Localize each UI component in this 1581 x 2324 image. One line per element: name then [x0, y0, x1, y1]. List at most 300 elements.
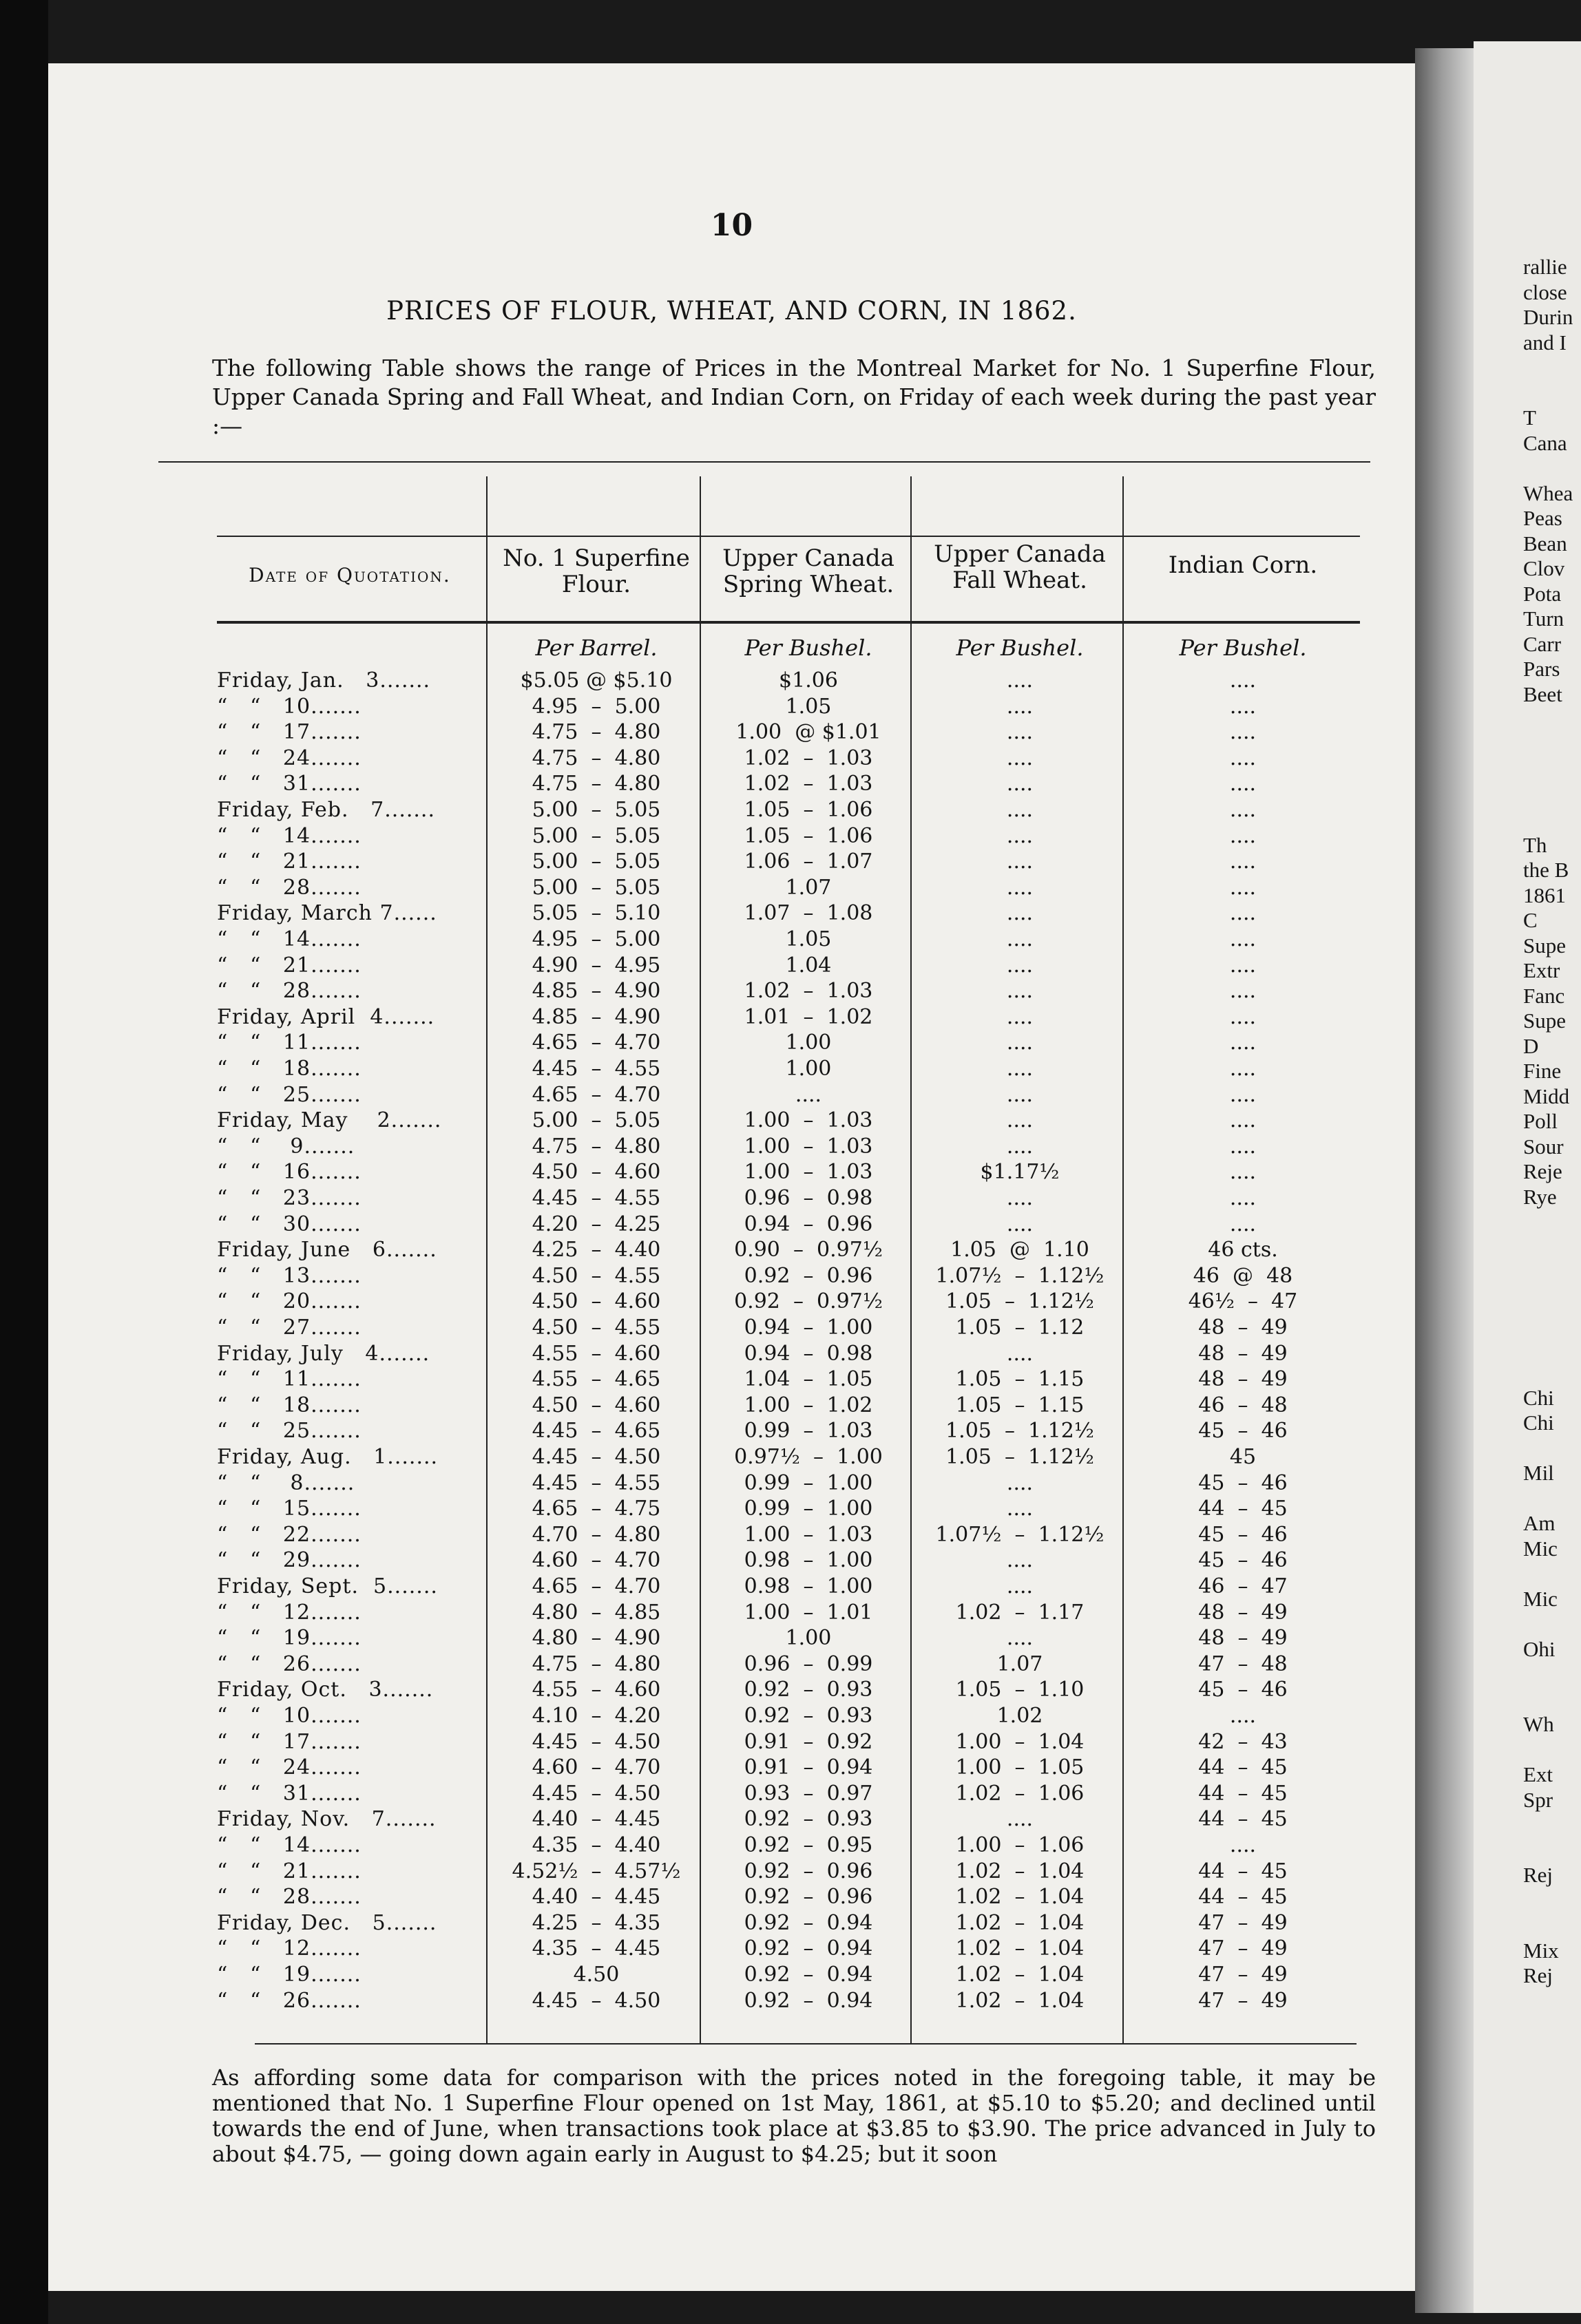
fall-wheat-cell: 1.05 – 1.12½ [945, 1289, 1094, 1314]
header-indian-corn: Indian Corn. [1168, 551, 1318, 579]
header-flour: No. 1 Superfine Flour. [503, 545, 690, 598]
facing-page-text: rallie [1523, 255, 1567, 279]
fall-wheat-cell: .... [1006, 1134, 1034, 1159]
flour-price-cell: 4.75 – 4.80 [532, 720, 661, 745]
page-title: PRICES OF FLOUR, WHEAT, AND CORN, IN 1862. [386, 296, 1077, 326]
flour-price-cell: 4.75 – 4.80 [532, 746, 661, 770]
table-row [48, 771, 1415, 796]
indian-corn-cell: 46 – 47 [1198, 1574, 1288, 1598]
spring-wheat-cell: 0.98 – 1.00 [744, 1548, 873, 1573]
table-row [48, 1418, 1415, 1444]
spring-wheat-cell: 0.94 – 0.96 [744, 1212, 873, 1236]
spring-wheat-cell: 0.96 – 0.98 [744, 1186, 873, 1210]
table-row [48, 1134, 1415, 1159]
table-row [48, 875, 1415, 900]
fall-wheat-cell: .... [1006, 1497, 1034, 1521]
table-row [48, 1547, 1415, 1573]
facing-page-text: C [1523, 908, 1538, 932]
table-row [48, 1677, 1415, 1702]
date-cell: “ “ 8....... [217, 1470, 355, 1495]
facing-page-text: Cana [1523, 430, 1567, 455]
fall-wheat-cell: 1.02 – 1.17 [955, 1600, 1085, 1625]
table-row [48, 1185, 1415, 1211]
flour-price-cell: 4.40 – 4.45 [532, 1885, 661, 1910]
date-cell: “ “ 11....... [217, 1367, 362, 1392]
table-row [48, 1159, 1415, 1185]
table-row [48, 927, 1415, 952]
date-cell: “ “ 17....... [217, 1729, 362, 1754]
fall-wheat-cell: 1.02 – 1.06 [955, 1781, 1085, 1806]
table-row [48, 1574, 1415, 1599]
fall-wheat-cell: .... [1006, 1212, 1034, 1236]
flour-price-cell: 4.50 – 4.55 [532, 1316, 661, 1340]
spring-wheat-cell: 1.00 [785, 1031, 832, 1055]
date-cell: “ “ 21....... [217, 953, 362, 978]
intro-paragraph: The following Table shows the range of Prices in the Montreal Market for No. 1 Superfine Flour, Upper Canada Spring and Fall Wheat, and Indian Corn, on Friday of each week during the past year :— [212, 355, 1376, 439]
date-cell: “ “ 28....... [217, 1885, 362, 1910]
table-row [48, 953, 1415, 978]
facing-page-text: Bean [1523, 531, 1567, 556]
table-row [48, 978, 1415, 1004]
date-cell: Friday, Feb. 7....... [217, 798, 435, 822]
spring-wheat-cell: 1.00 [785, 1057, 832, 1081]
fall-wheat-cell: 1.02 – 1.04 [955, 1885, 1085, 1910]
indian-corn-cell: .... [1229, 772, 1257, 796]
date-cell: Friday, July 4....... [217, 1341, 430, 1366]
table-row [48, 1832, 1415, 1858]
table-row [48, 1962, 1415, 1987]
flour-price-cell: 5.00 – 5.05 [532, 849, 661, 874]
flour-price-cell: 4.75 – 4.80 [532, 772, 661, 796]
date-cell: “ “ 26....... [217, 1651, 362, 1676]
indian-corn-cell: .... [1229, 1057, 1257, 1081]
table-row [48, 1651, 1415, 1677]
facing-page-text: Chi [1523, 1385, 1554, 1410]
flour-price-cell: 4.55 – 4.65 [532, 1367, 661, 1392]
fall-wheat-cell: .... [1006, 1082, 1034, 1107]
table-row [48, 823, 1415, 849]
table-row [48, 746, 1415, 771]
fall-wheat-cell: 1.00 – 1.05 [955, 1755, 1085, 1780]
table-header-rule [217, 621, 1360, 624]
indian-corn-cell: 44 – 45 [1198, 1885, 1288, 1910]
indian-corn-cell: 46 @ 48 [1193, 1263, 1293, 1288]
date-cell: “ “ 18....... [217, 1057, 362, 1081]
flour-price-cell: 4.65 – 4.70 [532, 1031, 661, 1055]
fall-wheat-cell: .... [1006, 1186, 1034, 1210]
fall-wheat-cell: .... [1006, 823, 1034, 848]
indian-corn-cell: .... [1229, 901, 1257, 926]
indian-corn-cell: .... [1229, 746, 1257, 770]
table-row [48, 1781, 1415, 1806]
facing-page-text: Mil [1523, 1461, 1554, 1485]
table-row [48, 1108, 1415, 1133]
flour-price-cell: 4.45 – 4.50 [532, 1988, 661, 2013]
facing-page-text: Turn [1523, 606, 1564, 631]
date-cell: Friday, Aug. 1....... [217, 1445, 439, 1469]
spring-wheat-cell: 1.06 – 1.07 [744, 849, 873, 874]
fall-wheat-cell: 1.02 [996, 1704, 1043, 1728]
fall-wheat-cell: .... [1006, 1548, 1034, 1573]
spring-wheat-cell: 0.92 – 0.97½ [734, 1289, 883, 1314]
spring-wheat-cell: 1.00 – 1.01 [744, 1600, 873, 1625]
facing-page-text: Midd [1523, 1084, 1570, 1108]
facing-page-text: Chi [1523, 1411, 1554, 1435]
facing-page-text: Rej [1523, 1963, 1553, 1987]
table-row [48, 1755, 1415, 1780]
fall-wheat-cell: .... [1006, 849, 1034, 874]
facing-page-text: Poll [1523, 1109, 1558, 1133]
fall-wheat-cell: .... [1006, 901, 1034, 926]
indian-corn-cell: 47 – 48 [1198, 1651, 1288, 1676]
fall-wheat-cell: 1.02 – 1.04 [955, 1910, 1085, 1935]
fall-wheat-cell: 1.05 – 1.10 [955, 1678, 1085, 1702]
flour-price-cell: 4.80 – 4.85 [532, 1600, 661, 1625]
flour-price-cell: 4.25 – 4.35 [532, 1910, 661, 1935]
date-cell: “ “ 25....... [217, 1419, 362, 1444]
facing-page-text: Durin [1523, 305, 1573, 329]
flour-price-cell: 5.00 – 5.05 [532, 1108, 661, 1133]
facing-page-text: Carr [1523, 631, 1562, 656]
fall-wheat-cell: .... [1006, 953, 1034, 978]
fall-wheat-cell: .... [1006, 1057, 1034, 1081]
indian-corn-cell: 48 – 49 [1198, 1367, 1288, 1392]
fall-wheat-cell: $1.17½ [980, 1160, 1060, 1185]
indian-corn-cell: .... [1229, 1082, 1257, 1107]
flour-price-cell: 4.50 – 4.60 [532, 1289, 661, 1314]
unit-fall: Per Bushel. [956, 635, 1084, 661]
fall-wheat-cell: 1.07 [996, 1651, 1043, 1676]
flour-price-cell: 4.40 – 4.45 [532, 1807, 661, 1832]
spring-wheat-cell: 0.92 – 0.94 [744, 1963, 873, 1987]
fall-wheat-cell: .... [1006, 1108, 1034, 1133]
indian-corn-cell: 47 – 49 [1198, 1936, 1288, 1961]
scan-left-border [0, 0, 48, 2324]
spring-wheat-cell: 1.00 – 1.03 [744, 1108, 873, 1133]
fall-wheat-cell: .... [1006, 927, 1034, 951]
fall-wheat-cell: .... [1006, 694, 1034, 719]
spring-wheat-cell: 0.96 – 0.99 [744, 1651, 873, 1676]
flour-price-cell: 4.50 – 4.60 [532, 1160, 661, 1185]
flour-price-cell: 4.85 – 4.90 [532, 1004, 661, 1029]
flour-price-cell: 4.75 – 4.80 [532, 1651, 661, 1676]
table-row [48, 1289, 1415, 1314]
spring-wheat-cell: 0.99 – 1.00 [744, 1470, 873, 1495]
indian-corn-cell: .... [1229, 1212, 1257, 1236]
indian-corn-cell: 48 – 49 [1198, 1600, 1288, 1625]
indian-corn-cell: .... [1229, 668, 1257, 693]
date-cell: “ “ 10....... [217, 1704, 362, 1728]
table-row [48, 1030, 1415, 1055]
spring-wheat-cell: 0.98 – 1.00 [744, 1574, 873, 1598]
indian-corn-cell: .... [1229, 1031, 1257, 1055]
date-cell: Friday, March 7...... [217, 901, 437, 926]
spring-wheat-cell: 1.02 – 1.03 [744, 772, 873, 796]
table-row [48, 1600, 1415, 1625]
date-cell: Friday, April 4....... [217, 1004, 435, 1029]
flour-price-cell: 5.00 – 5.05 [532, 875, 661, 900]
date-cell: “ “ 11....... [217, 1031, 362, 1055]
flour-price-cell: 4.50 – 4.60 [532, 1393, 661, 1417]
date-cell: Friday, May 2....... [217, 1108, 442, 1133]
date-cell: “ “ 10....... [217, 694, 362, 719]
date-cell: “ “ 27....... [217, 1316, 362, 1340]
fall-wheat-cell: 1.00 – 1.06 [955, 1833, 1085, 1857]
indian-corn-cell: .... [1229, 1160, 1257, 1185]
indian-corn-cell: 46½ – 47 [1188, 1289, 1298, 1314]
indian-corn-cell: 47 – 49 [1198, 1988, 1288, 2013]
fall-wheat-cell: 1.05 – 1.12½ [945, 1445, 1094, 1469]
fall-wheat-cell: .... [1006, 1470, 1034, 1495]
indian-corn-cell: 45 – 46 [1198, 1470, 1288, 1495]
flour-price-cell: 4.45 – 4.50 [532, 1781, 661, 1806]
spring-wheat-cell: 0.94 – 1.00 [744, 1316, 873, 1340]
facing-page-text: Clov [1523, 556, 1565, 580]
spring-wheat-cell: 0.97½ – 1.00 [734, 1445, 883, 1469]
spring-wheat-cell: 0.92 – 0.93 [744, 1678, 873, 1702]
flour-price-cell: 4.45 – 4.55 [532, 1470, 661, 1495]
facing-page-text: Mix [1523, 1938, 1559, 1963]
fall-wheat-cell: .... [1006, 798, 1034, 822]
table-row [48, 1393, 1415, 1418]
indian-corn-cell: .... [1229, 823, 1257, 848]
flour-price-cell: 4.45 – 4.50 [532, 1729, 661, 1754]
date-cell: Friday, Dec. 5....... [217, 1910, 437, 1935]
flour-price-cell: 4.95 – 5.00 [532, 694, 661, 719]
date-cell: “ “ 19....... [217, 1626, 362, 1651]
table-row [48, 1212, 1415, 1237]
spring-wheat-cell: 1.00 – 1.03 [744, 1160, 873, 1185]
table-row [48, 1703, 1415, 1729]
facing-page-text: Fanc [1523, 983, 1565, 1008]
indian-corn-cell: 48 – 49 [1198, 1626, 1288, 1651]
facing-page-text: Peas [1523, 506, 1562, 530]
indian-corn-cell: .... [1229, 694, 1257, 719]
facing-page-text: Am [1523, 1511, 1556, 1535]
date-cell: Friday, Sept. 5....... [217, 1574, 438, 1598]
flour-price-cell: 4.35 – 4.45 [532, 1936, 661, 1961]
indian-corn-cell: 48 – 49 [1198, 1316, 1288, 1340]
facing-page-text: Supe [1523, 933, 1566, 958]
flour-price-cell: 4.45 – 4.55 [532, 1186, 661, 1210]
spring-wheat-cell: 0.92 – 0.93 [744, 1807, 873, 1832]
fall-wheat-cell: 1.07½ – 1.12½ [935, 1263, 1104, 1288]
date-cell: “ “ 28....... [217, 875, 362, 900]
spring-wheat-cell: 1.04 [785, 953, 832, 978]
indian-corn-cell: .... [1229, 720, 1257, 745]
indian-corn-cell: 45 – 46 [1198, 1419, 1288, 1444]
indian-corn-cell: .... [1229, 1186, 1257, 1210]
date-cell: “ “ 9....... [217, 1134, 355, 1159]
fall-wheat-cell: .... [1006, 746, 1034, 770]
footnote-paragraph: As affording some data for comparison with the prices noted in the foregoing table, it may be mentioned that No. 1 Superfine Flour opened on 1st May, 1861, at $5.10 to $5.20; and declined until towards the end of June, when transactions took place at $3.85 to $3.90. The price advanced in July to about $4.75, — going down again early in August to $4.25; but it soon [212, 2064, 1376, 2167]
spring-wheat-cell: 1.05 [785, 694, 832, 719]
facing-page-text: Mic [1523, 1586, 1558, 1611]
flour-price-cell: 4.65 – 4.70 [532, 1082, 661, 1107]
fall-wheat-cell: .... [1006, 1341, 1034, 1366]
indian-corn-cell: 46 cts. [1208, 1238, 1278, 1263]
fall-wheat-cell: 1.02 – 1.04 [955, 1859, 1085, 1883]
date-cell: Friday, Nov. 7....... [217, 1807, 437, 1832]
table-row [48, 694, 1415, 719]
fall-wheat-cell: 1.05 – 1.15 [955, 1393, 1085, 1417]
facing-page-text: D [1523, 1033, 1539, 1058]
fall-wheat-cell: 1.07½ – 1.12½ [935, 1522, 1104, 1547]
facing-page-text: close [1523, 279, 1567, 304]
date-cell: “ “ 24....... [217, 746, 362, 770]
facing-page-text: Ext [1523, 1762, 1553, 1786]
table-row [48, 900, 1415, 926]
spring-wheat-cell: 1.07 [785, 875, 832, 900]
facing-page-text: Extr [1523, 958, 1560, 982]
date-cell: “ “ 25....... [217, 1082, 362, 1107]
fall-wheat-cell: .... [1006, 979, 1034, 1004]
table-row [48, 1859, 1415, 1884]
fall-wheat-cell: 1.02 – 1.04 [955, 1988, 1085, 2013]
spring-wheat-cell: 0.93 – 0.97 [744, 1781, 873, 1806]
flour-price-cell: 4.60 – 4.70 [532, 1755, 661, 1780]
flour-price-cell: 4.95 – 5.00 [532, 927, 661, 951]
facing-page-text: Beet [1523, 682, 1562, 706]
flour-price-cell: 4.60 – 4.70 [532, 1548, 661, 1573]
table-row [48, 849, 1415, 874]
facing-page-text: Rej [1523, 1863, 1553, 1887]
facing-page-text: Pota [1523, 581, 1562, 606]
facing-page-text: T [1523, 405, 1536, 430]
spring-wheat-cell: 0.90 – 0.97½ [734, 1238, 883, 1263]
spring-wheat-cell: 0.99 – 1.00 [744, 1497, 873, 1521]
flour-price-cell: 4.50 – 4.55 [532, 1263, 661, 1288]
flour-price-cell: 4.45 – 4.65 [532, 1419, 661, 1444]
facing-page-text: Sour [1523, 1134, 1564, 1159]
book-page [48, 63, 1415, 2291]
date-cell: “ “ 23....... [217, 1186, 362, 1210]
facing-page-text: Wh [1523, 1712, 1554, 1736]
spring-wheat-cell: 1.00 [785, 1626, 832, 1651]
indian-corn-cell: 44 – 45 [1198, 1807, 1288, 1832]
fall-wheat-cell: 1.00 – 1.04 [955, 1729, 1085, 1754]
indian-corn-cell: 45 [1229, 1445, 1257, 1469]
date-cell: “ “ 14....... [217, 927, 362, 951]
fall-wheat-cell: .... [1006, 772, 1034, 796]
table-row [48, 1988, 1415, 2014]
spring-wheat-cell: 0.92 – 0.94 [744, 1910, 873, 1935]
indian-corn-cell: .... [1229, 979, 1257, 1004]
header-spring-wheat: Upper Canada Spring Wheat. [722, 545, 894, 598]
table-row [48, 719, 1415, 745]
table-row [48, 1341, 1415, 1366]
indian-corn-cell: 44 – 45 [1198, 1781, 1288, 1806]
indian-corn-cell: 44 – 45 [1198, 1497, 1288, 1521]
indian-corn-cell: .... [1229, 927, 1257, 951]
header-date: Date of Quotation. [249, 564, 451, 587]
spring-wheat-cell: 0.91 – 0.92 [744, 1729, 873, 1754]
fall-wheat-cell: .... [1006, 1004, 1034, 1029]
date-cell: “ “ 29....... [217, 1548, 362, 1573]
indian-corn-cell: 48 – 49 [1198, 1341, 1288, 1366]
date-cell: “ “ 17....... [217, 720, 362, 745]
indian-corn-cell: .... [1229, 1833, 1257, 1857]
spring-wheat-cell: 0.92 – 0.96 [744, 1263, 873, 1288]
date-cell: “ “ 22....... [217, 1522, 362, 1547]
spring-wheat-cell: 1.00 – 1.03 [744, 1134, 873, 1159]
date-cell: “ “ 24....... [217, 1755, 362, 1780]
indian-corn-cell: .... [1229, 1004, 1257, 1029]
table-row [48, 1082, 1415, 1108]
date-cell: “ “ 15....... [217, 1497, 362, 1521]
spring-wheat-cell: 0.92 – 0.93 [744, 1704, 873, 1728]
fall-wheat-cell: 1.02 – 1.04 [955, 1963, 1085, 1987]
table-row [48, 668, 1415, 693]
indian-corn-cell: 46 – 48 [1198, 1393, 1288, 1417]
facing-page-text: Fine [1523, 1059, 1562, 1083]
facing-page-text: 1861 [1523, 883, 1566, 907]
date-cell: Friday, June 6....... [217, 1238, 437, 1263]
facing-page-text: Th [1523, 832, 1547, 857]
date-cell: “ “ 21....... [217, 1859, 362, 1883]
date-cell: “ “ 20....... [217, 1289, 362, 1314]
indian-corn-cell: 47 – 49 [1198, 1963, 1288, 1987]
date-cell: “ “ 28....... [217, 979, 362, 1004]
indian-corn-cell: .... [1229, 953, 1257, 978]
fall-wheat-cell: 1.05 @ 1.10 [950, 1238, 1089, 1263]
indian-corn-cell: .... [1229, 849, 1257, 874]
indian-corn-cell: .... [1229, 798, 1257, 822]
date-cell: “ “ 31....... [217, 772, 362, 796]
table-row [48, 1315, 1415, 1340]
flour-price-cell: 4.35 – 4.40 [532, 1833, 661, 1857]
page-number: 10 [710, 208, 753, 243]
fall-wheat-cell: 1.02 – 1.04 [955, 1936, 1085, 1961]
table-row [48, 1496, 1415, 1521]
flour-price-cell: 4.45 – 4.50 [532, 1445, 661, 1469]
table-row [48, 1910, 1415, 1936]
facing-page-text: Supe [1523, 1008, 1566, 1033]
flour-price-cell: 4.90 – 4.95 [532, 953, 661, 978]
date-cell: “ “ 31....... [217, 1781, 362, 1806]
date-cell: “ “ 14....... [217, 823, 362, 848]
fall-wheat-cell: 1.05 – 1.15 [955, 1367, 1085, 1392]
date-cell: “ “ 12....... [217, 1600, 362, 1625]
spring-wheat-cell: 1.05 – 1.06 [744, 798, 873, 822]
table-row [48, 1004, 1415, 1030]
date-cell: “ “ 21....... [217, 849, 362, 874]
date-cell: “ “ 30....... [217, 1212, 362, 1236]
fall-wheat-cell: .... [1006, 1031, 1034, 1055]
flour-price-cell: 4.20 – 4.25 [532, 1212, 661, 1236]
spring-wheat-cell: 0.92 – 0.96 [744, 1859, 873, 1883]
spring-wheat-cell: 0.99 – 1.03 [744, 1419, 873, 1444]
facing-page-text: Pars [1523, 657, 1560, 681]
flour-price-cell: 4.65 – 4.75 [532, 1497, 661, 1521]
facing-page-text: Rye [1523, 1184, 1557, 1209]
spring-wheat-cell: 0.92 – 0.95 [744, 1833, 873, 1857]
indian-corn-cell: .... [1229, 1704, 1257, 1728]
fall-wheat-cell: .... [1006, 875, 1034, 900]
table-row [48, 1522, 1415, 1547]
flour-price-cell: $5.05 @ $5.10 [520, 668, 673, 693]
flour-price-cell: 4.55 – 4.60 [532, 1678, 661, 1702]
table-row [48, 1806, 1415, 1832]
book-gutter [1415, 48, 1474, 2313]
header-fall-wheat: Upper Canada Fall Wheat. [934, 540, 1106, 594]
flour-price-cell: 5.00 – 5.05 [532, 823, 661, 848]
spring-wheat-cell: .... [795, 1082, 822, 1107]
flour-price-cell: 4.45 – 4.55 [532, 1057, 661, 1081]
fall-wheat-cell: .... [1006, 1626, 1034, 1651]
flour-price-cell: 4.52½ – 4.57½ [512, 1859, 681, 1883]
table-row [48, 1056, 1415, 1081]
